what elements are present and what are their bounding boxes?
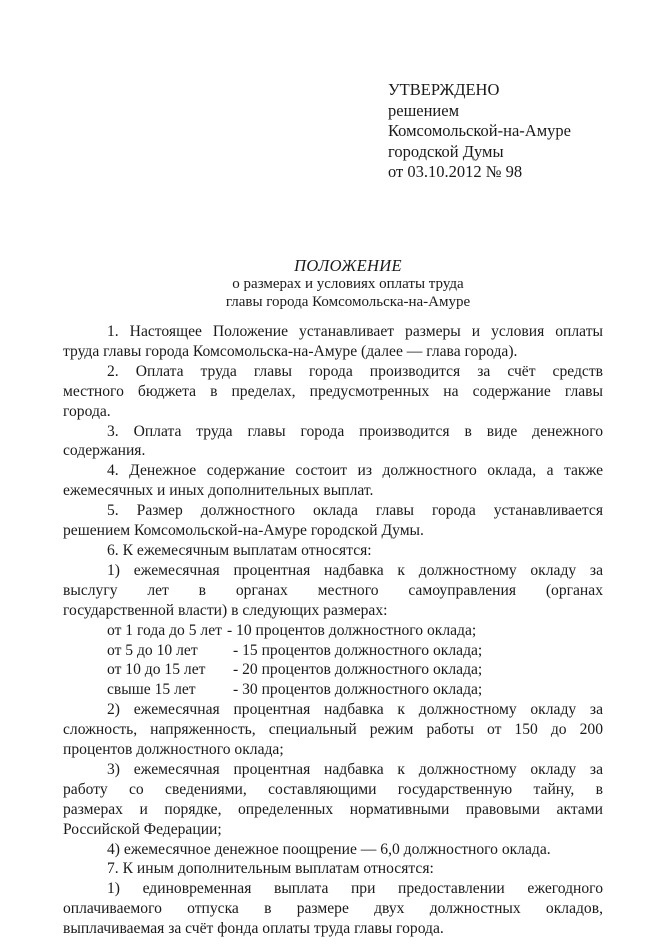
paragraph-line: 1) ежемесячная процентная надбавка к должностному окладу за (107, 561, 603, 579)
paragraph-line: 3. Оплата труда главы города производится в виде денежного (107, 422, 603, 440)
paragraph-line: ежемесячных и иных дополнительных выплат. (63, 482, 374, 500)
paragraph-line: 3) ежемесячная процентная надбавка к должностному окладу за (107, 760, 603, 778)
seniority-value: - 30 процентов должностного оклада; (233, 681, 483, 699)
paragraph-line: выплачиваемая за счёт фонда оплаты труда главы города. (63, 920, 444, 938)
seniority-row (63, 641, 603, 661)
paragraph-line: работу со сведениями, составляющими государственную тайну, в (63, 780, 603, 798)
seniority-row (63, 621, 603, 641)
paragraph-line: размерах и порядке, определенных нормативными правовыми актами (63, 800, 603, 818)
document-title: ПОЛОЖЕНИЕ (294, 256, 402, 275)
paragraph-line: 4) ежемесячное денежное поощрение — 6,0 должностного оклада. (107, 840, 551, 858)
paragraph-line: 5. Размер должностного оклада главы города устанавливается (107, 502, 603, 520)
paragraph-line: государственной власти) в следующих размерах: (63, 601, 388, 619)
seniority-period: от 5 до 10 лет (107, 641, 198, 659)
document-body (63, 322, 603, 939)
paragraph-line: 6. К ежемесячным выплатам относятся: (107, 541, 372, 559)
seniority-period: от 10 до 15 лет (107, 661, 206, 679)
paragraph-line: труда главы города Комсомольска-на-Амуре (далее — глава города). (63, 342, 518, 360)
document-title-block (0, 256, 650, 311)
seniority-value: - 10 процентов должностного оклада; (226, 621, 477, 639)
paragraph-line: содержания. (63, 442, 146, 460)
paragraph-line: города. (63, 402, 111, 420)
paragraph-line: выслугу лет в органах местного самоуправления (органах (63, 581, 603, 599)
paragraph-line: оплачиваемого отпуска в размере двух должностных окладов, (63, 900, 603, 918)
paragraph-line: сложность, напряженность, специальный режим работы от 150 до 200 (63, 721, 603, 739)
paragraph-line: 1) единовременная выплата при предоставлении ежегодного (107, 880, 603, 898)
approval-stamp (388, 80, 571, 183)
paragraph-line: местного бюджета в пределах, предусмотренных на содержание главы (63, 382, 603, 400)
paragraph-line: 1. Настоящее Положение устанавливает размеры и условия оплаты (107, 323, 603, 340)
seniority-row (63, 660, 603, 680)
seniority-value: - 20 процентов должностного оклада; (233, 661, 483, 679)
approval-line: решением (388, 100, 460, 120)
approval-line: Комсомольской-на-Амуре (388, 121, 571, 140)
paragraph-line: решением Комсомольской-на-Амуре городской Думы. (63, 522, 424, 540)
approval-date: от 03.10.2012 № 98 (388, 162, 523, 181)
seniority-period: от 1 года до 5 лет (107, 621, 222, 639)
seniority-value: - 15 процентов должностного оклада; (233, 641, 483, 659)
seniority-row (63, 680, 603, 700)
paragraph-line: Российской Федерации; (63, 820, 222, 838)
paragraph-line: 2. Оплата труда главы города производится за счёт средств (107, 362, 603, 380)
document-subtitle: главы города Комсомольска-на-Амуре (225, 293, 471, 310)
paragraph-line: 2) ежемесячная процентная надбавка к должностному окладу за (107, 701, 603, 719)
approval-heading: УТВЕРЖДЕНО (388, 80, 500, 99)
approval-line: городской Думы (388, 141, 504, 161)
document-subtitle: о размерах и условиях оплаты труда (232, 276, 464, 292)
seniority-period: свыше 15 лет (107, 681, 196, 699)
paragraph-line: 4. Денежное содержание состоит из должностного оклада, а также (107, 462, 603, 480)
paragraph-line: 7. К иным дополнительным выплатам относятся: (107, 860, 434, 878)
paragraph-line: процентов должностного оклада; (63, 741, 284, 759)
